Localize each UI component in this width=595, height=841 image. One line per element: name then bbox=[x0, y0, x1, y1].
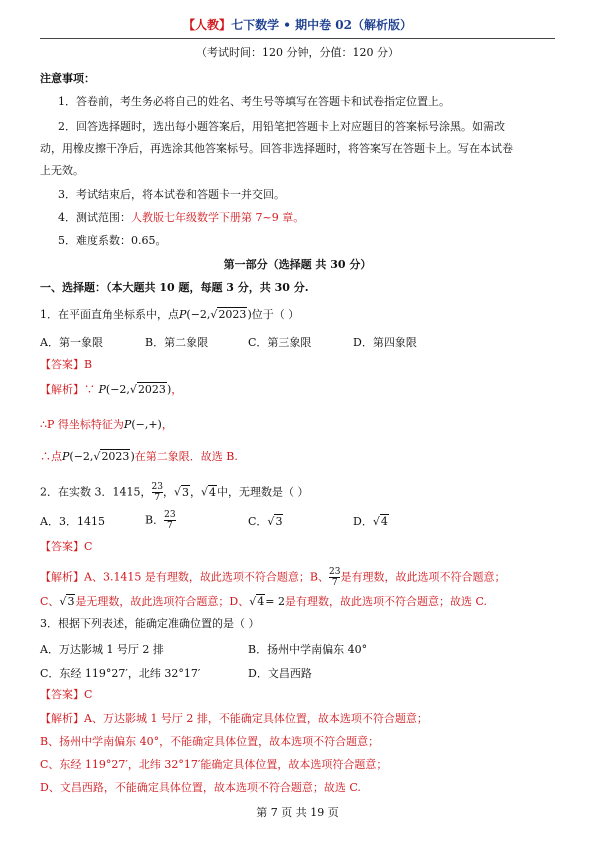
q2-option-d-root: 4 bbox=[380, 515, 388, 528]
q2-option-b-frac bbox=[164, 510, 175, 531]
exam-info: （考试时间：120 分钟，分值：120 分） bbox=[196, 46, 399, 59]
question-1-stem bbox=[40, 308, 555, 322]
header-rule bbox=[40, 38, 555, 39]
q1-analysis-2 bbox=[40, 418, 555, 432]
q2-analysis-1-a: 【解析】A、3.1415 是有理数，故此选项不符合题意；B、 bbox=[40, 570, 330, 584]
q1-stem-a: 1．在平面直角坐标系中，点 bbox=[40, 308, 179, 321]
q1-analysis-root: 2023 bbox=[137, 383, 166, 396]
q1-option-d: D．第四象限 bbox=[353, 336, 417, 349]
q1-analysis-3-a: ∴点 bbox=[40, 450, 62, 463]
q2-option-c-sqrt-icon: √ bbox=[267, 515, 275, 528]
note-item-2-cont: 动，用橡皮擦干净后，再选涂其他答案标号。回答非选择题时，将答案写在答题卡上。写在本试卷 bbox=[40, 142, 513, 155]
q1-analysis-3-coord-open: (−2, bbox=[69, 450, 94, 463]
page-number: 第 7 页 共 19 页 bbox=[256, 806, 339, 819]
document-title bbox=[40, 18, 555, 32]
q2-analysis-root4: 4 bbox=[257, 595, 265, 608]
q2-answer: 【答案】C bbox=[40, 540, 93, 553]
title-bracket-open: 【 bbox=[183, 18, 196, 32]
q2-option-b-den: 7 bbox=[166, 521, 173, 531]
q3-answer: 【答案】C bbox=[40, 688, 93, 701]
q1-coord-root: 2023 bbox=[218, 308, 247, 321]
note-item-1: 1．答卷前，考生务必将自己的姓名、考生号等填写在答题卡和试卷指定位置上。 bbox=[58, 95, 450, 108]
q1-analysis-1 bbox=[40, 383, 555, 397]
q1-analysis-coord-close: ) bbox=[166, 383, 172, 396]
question-2-stem: 2．在实数 3．1415， $\frac{23}{7}$ ，√3，√4中，无理数是（ ） bbox=[40, 482, 309, 503]
q3-analysis-3: C、东经 119°27′，北纬 32°17′能确定具体位置，故本选项符合题意； bbox=[40, 758, 388, 771]
q3-analysis-1: 【解析】A、万达影城 1 号厅 2 排，不能确定具体位置，故本选项不符合题意； bbox=[40, 712, 428, 725]
q2-option-b-num: 23 bbox=[164, 510, 176, 520]
q2-analysis-2-b: 是无理数，故此选项符合题意；D、 bbox=[75, 595, 250, 608]
title-rest: 七下数学 • 期中卷 02（解析版） bbox=[231, 18, 412, 32]
q1-coord-open: (−2, bbox=[186, 308, 211, 321]
question-3-stem: 3．根据下列表述，能确定准确位置的是（ ） bbox=[40, 617, 260, 630]
q2-analysis-num: 23 bbox=[329, 567, 341, 577]
q1-point-label: P bbox=[179, 308, 187, 321]
q1-answer: 【答案】B bbox=[40, 358, 93, 371]
part-heading: 第一部分（选择题 共 30 分） bbox=[223, 258, 372, 271]
q2-option-c bbox=[248, 513, 283, 529]
q1-analysis-2-end: ， bbox=[161, 418, 173, 431]
q2-frac-num: 23 bbox=[151, 482, 163, 492]
q1-analysis-2-text: ∴P 得坐标特征为 bbox=[40, 418, 124, 431]
q3-option-b: B．扬州中学南偏东 40° bbox=[248, 643, 368, 656]
q2-analysis-frac bbox=[329, 567, 340, 588]
q2-sqrt3-icon: √ bbox=[173, 485, 181, 499]
q2-fraction bbox=[152, 482, 163, 503]
q1-analysis-2-sign: (−,+) bbox=[131, 418, 162, 431]
q2-analysis-2 bbox=[40, 595, 555, 609]
q1-analysis-sqrt-icon: √ bbox=[129, 383, 137, 396]
q2-sqrt4-icon: √ bbox=[200, 485, 208, 499]
q3-option-d: D．文昌西路 bbox=[248, 667, 312, 680]
q3-analysis-2: B、扬州中学南偏东 40°，不能确定具体位置，故本选项不符合题意； bbox=[40, 735, 380, 748]
q1-analysis-3-coord-close: ) bbox=[130, 450, 135, 463]
q1-analysis-end: ， bbox=[171, 383, 183, 396]
q2-option-b-label: B． bbox=[145, 513, 165, 527]
q1-stem-b: 位于（ ） bbox=[251, 308, 300, 321]
q3-analysis-4: D、文昌西路，不能确定具体位置，故本选项不符合题意；故选 C. bbox=[40, 781, 361, 794]
q1-analysis-2-point: P bbox=[123, 418, 132, 431]
q1-analysis-3-b: 在第二象限．故选 B. bbox=[134, 450, 238, 463]
note-item-4 bbox=[58, 211, 555, 225]
note-item-2-end: 上无效。 bbox=[40, 164, 84, 177]
q3-option-c: C．东经 119°27′，北纬 32°17′ bbox=[40, 667, 201, 680]
q2-analysis-1-b: 是有理数，故此选项不符合题意； bbox=[340, 570, 506, 584]
q2-analysis-2-a: C、 bbox=[40, 595, 60, 608]
q2-analysis-1 bbox=[40, 567, 555, 588]
q2-analysis-den: 7 bbox=[331, 578, 338, 588]
q1-option-b: B．第二象限 bbox=[145, 336, 209, 349]
q2-analysis-2-c: = 2 bbox=[265, 595, 285, 608]
note-item-5: 5．难度系数：0.65。 bbox=[58, 234, 167, 247]
q2-root3: 3 bbox=[181, 485, 189, 499]
q2-analysis-2-d: 是有理数，故此选项不符合题意；故选 C. bbox=[285, 595, 488, 608]
q2-option-d bbox=[353, 513, 389, 529]
note-item-4-scope: 人教版七年级数学下册第 7~9 章。 bbox=[131, 211, 305, 224]
q1-analysis-coord-open: (−2, bbox=[105, 383, 130, 396]
q3-option-a: A．万达影城 1 号厅 2 排 bbox=[40, 643, 164, 656]
q2-option-d-sqrt-icon: √ bbox=[372, 515, 380, 528]
q2-option-b bbox=[145, 510, 176, 531]
q1-analysis-3-root: 2023 bbox=[101, 450, 130, 463]
q1-coord-close: ) bbox=[247, 308, 252, 321]
q1-analysis-3 bbox=[40, 450, 555, 464]
q2-option-c-root: 3 bbox=[275, 515, 283, 528]
title-brand: 人教 bbox=[195, 18, 220, 32]
q2-option-c-label: C． bbox=[248, 515, 268, 528]
notes-heading: 注意事项： bbox=[40, 72, 95, 85]
q2-option-a: A．3．1415 bbox=[40, 515, 105, 528]
q1-analysis-3-point: P bbox=[62, 450, 70, 463]
q2-option-d-label: D． bbox=[353, 515, 373, 528]
q1-analysis-point: P bbox=[98, 383, 106, 396]
q2-analysis-sqrt3-icon: √ bbox=[59, 595, 67, 608]
q1-option-c: C．第三象限 bbox=[248, 336, 312, 349]
q1-sqrt-icon: √ bbox=[210, 308, 218, 321]
q2-frac-den: 7 bbox=[154, 493, 161, 503]
note-item-3: 3．考试结束后，将本试卷和答题卡一并交回。 bbox=[58, 188, 285, 201]
note-item-4-prefix: 4．测试范围： bbox=[58, 211, 131, 224]
q1-analysis-3-sqrt-icon: √ bbox=[93, 450, 101, 463]
q2-stem-a: 2．在实数 3．1415， bbox=[40, 485, 152, 499]
title-bracket-close: 】 bbox=[219, 18, 232, 32]
q1-option-a: A．第一象限 bbox=[40, 336, 103, 349]
note-item-2: 2．回答选择题时，选出每小题答案后，用铅笔把答题卡上对应题目的答案标号涂黑。如需改 bbox=[58, 120, 505, 133]
q2-analysis-sqrt4-icon: √ bbox=[249, 595, 257, 608]
section-heading: 一、选择题：（本大题共 10 题，每题 3 分，共 30 分. bbox=[40, 281, 309, 294]
q2-analysis-root3: 3 bbox=[67, 595, 75, 608]
q1-analysis-label: 【解析】∵ bbox=[40, 383, 99, 396]
q2-stem-b: 中，无理数是（ ） bbox=[216, 485, 309, 499]
q2-root4: 4 bbox=[208, 485, 216, 499]
